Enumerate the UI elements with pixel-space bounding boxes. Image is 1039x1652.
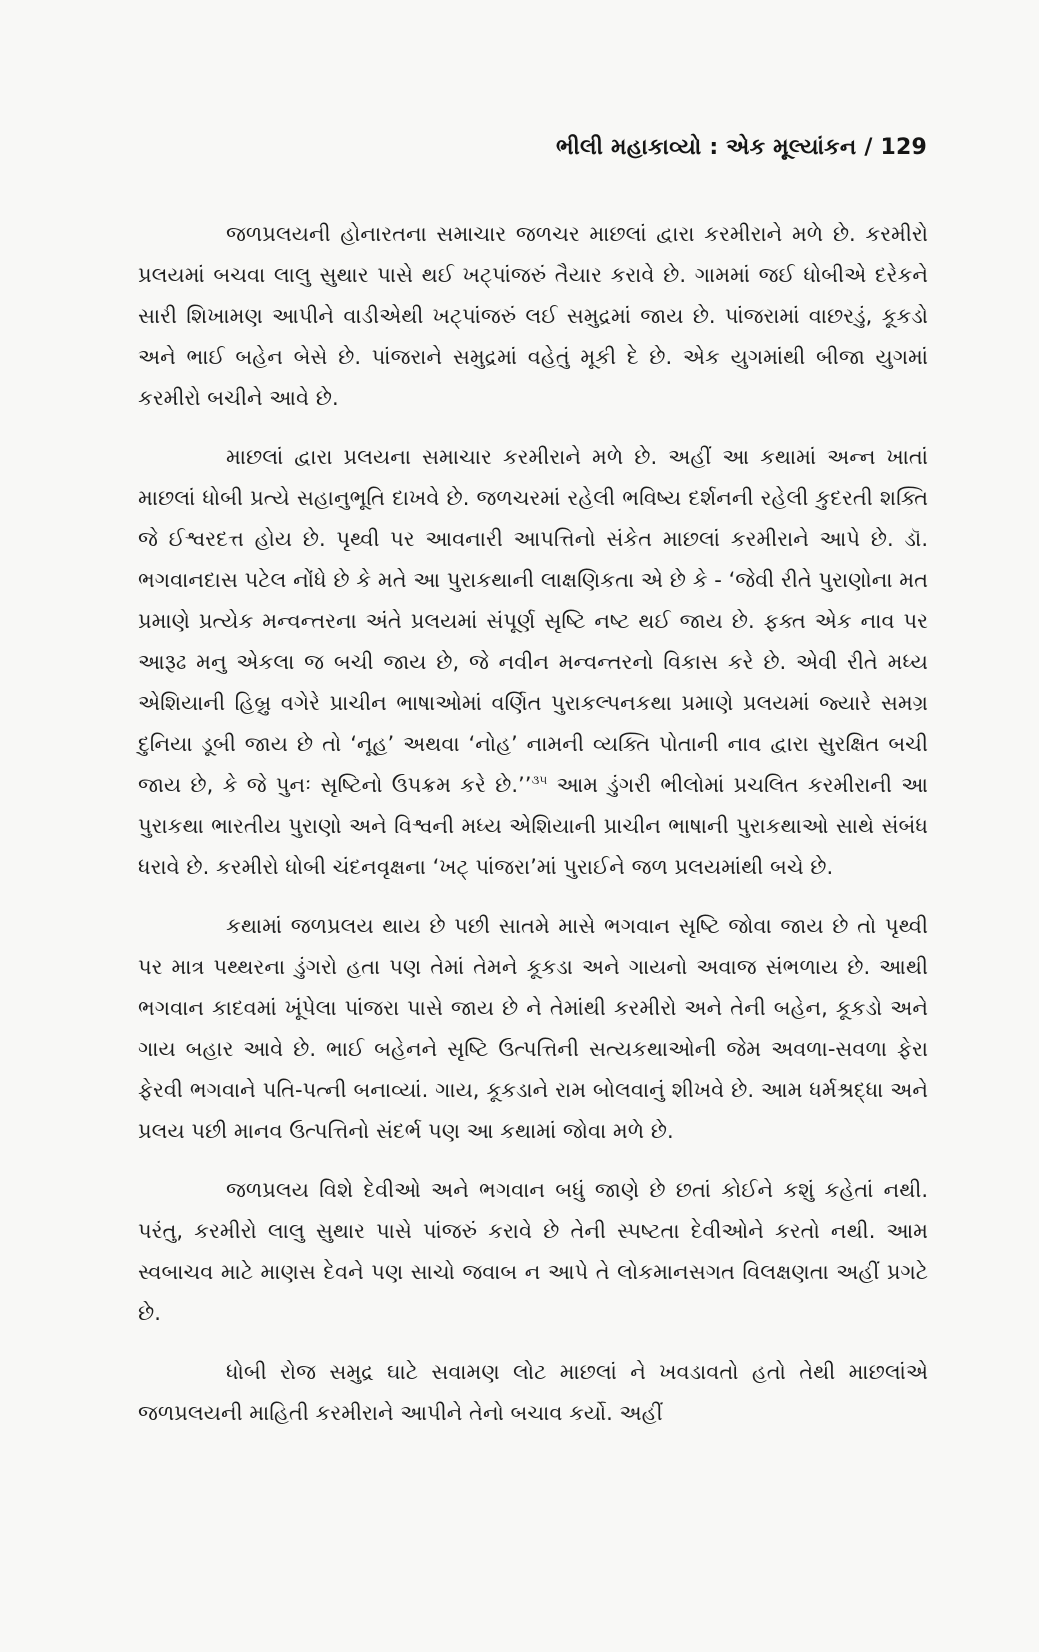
- paragraph-3: [138, 906, 928, 1152]
- header-separator: /: [856, 135, 881, 160]
- page-body: [138, 214, 928, 1434]
- footnote-marker: ૩૫: [531, 773, 548, 787]
- paragraph-4: [138, 1170, 928, 1334]
- running-title: ભીલી મહાકાવ્યો : એક મૂલ્યાંકન: [555, 135, 857, 160]
- paragraph-1: [138, 214, 928, 419]
- paragraph-text: જળપ્રલયની હોનારતના સમાચાર જળચર માછલાં દ્વારા કરમીરાને મળે છે. કરમીરો પ્રલયમાં બચવા લાલુ સુથાર પાસે થઈ ખટ્પાંજરું તૈયાર કરાવે છે. ગામમાં જઈ ધોબીએ દરેકને સારી શિખામણ આપીને વાડીએથી ખટ્પાંજરું લઈ સમુદ્રમાં જાય છે. પાંજરામાં વાછરડું, કૂકડો અને ભાઈ બહેન બેસે છે. પાંજરાને સમુદ્રમાં વહેતું મૂકી દે છે. એક યુગમાંથી બીજા યુગમાં કરમીરો બચીને આવે છે.: [138, 222, 928, 410]
- paragraph-text: ધોબી રોજ સમુદ્ર ઘાટે સવામણ લોટ માછલાં ને ખવડાવતો હતો તેથી માછલાંએ જળપ્રલયની માહિતી કરમીરાને આપીને તેનો બચાવ કર્યો. અહીં: [138, 1360, 928, 1425]
- paragraph-text: જળપ્રલય વિશે દેવીઓ અને ભગવાન બધું જાણે છે છતાં કોઈને કશું કહેતાં નથી. પરંતુ, કરમીરો લાલુ સુથાર પાસે પાંજરું કરાવે છે તેની સ્પષ્ટતા દેવીઓને કરતો નથી. આમ સ્વબાચવ માટે માણસ દેવને પણ સાચો જવાબ ન આપે તે લોકમાનસગત વિલક્ષણતા અહીં પ્રગટે છે.: [138, 1178, 928, 1325]
- paragraph-2: [138, 437, 928, 888]
- paragraph-text: કથામાં જળપ્રલય થાય છે પછી સાતમે માસે ભગવાન સૃષ્ટિ જોવા જાય છે તો પૃથ્વી પર માત્ર પથ્થરના ડુંગરો હતા પણ તેમાં તેમને કૂકડા અને ગાયનો અવાજ સંભળાય છે. આથી ભગવાન કાદવમાં ખૂંપેલા પાંજરા પાસે જાય છે ને તેમાંથી કરમીરો અને તેની બહેન, કૂકડો અને ગાય બહાર આવે છે. ભાઈ બહેનને સૃષ્ટિ ઉત્પત્તિની સત્યકથાઓની જેમ અવળા-સવળા ફેરા ફેરવી ભગવાને પતિ-પત્ની બનાવ્યાં. ગાય, કૂકડાને રામ બોલવાનું શીખવે છે. આમ ધર્મશ્રદ્ધા અને પ્રલય પછી માનવ ઉત્પત્તિનો સંદર્ભ પણ આ કથામાં જોવા મળે છે.: [138, 914, 928, 1143]
- paragraph-text-continued: આમ ડુંગરી ભીલોમાં પ્રચલિત કરમીરાની આ પુરાકથા ભારતીય પુરાણો અને વિશ્વની મધ્ય એશિયાની પ્રાચીન ભાષાની પુરાકથાઓ સાથે સંબંધ ધરાવે છે. કરમીરો ધોબી ચંદનવૃક્ષના ‘ખટ્ પાંજરા’માં પુરાઈને જળ પ્રલયમાંથી બચે છે.: [138, 773, 928, 879]
- page-number: 129: [880, 135, 927, 160]
- paragraph-5: [138, 1352, 928, 1434]
- running-header: [138, 135, 927, 160]
- paragraph-text: માછલાં દ્વારા પ્રલયના સમાચાર કરમીરાને મળે છે. અહીં આ કથામાં અન્ન ખાતાં માછલાં ધોબી પ્રત્યે સહાનુભૂતિ દાખવે છે. જળચરમાં રહેલી ભવિષ્ય દર્શનની રહેલી કુદરતી શક્તિ જે ઈશ્વરદત્ત હોય છે. પૃથ્વી પર આવનારી આપત્તિનો સંકેત માછલાં કરમીરાને આપે છે. ડૉ. ભગવાનદાસ પટેલ નોંધે છે કે મતે આ પુરાકથાની લાક્ષણિકતા એ છે કે - ‘જેવી રીતે પુરાણોના મત પ્રમાણે પ્રત્યેક મન્વન્તરના અંતે પ્રલયમાં સંપૂર્ણ સૃષ્ટિ નષ્ટ થઈ જાય છે. ફક્ત એક નાવ પર આરૂઢ મનુ એકલા જ બચી જાય છે, જે નવીન મન્વન્તરનો વિકાસ કરે છે. એવી રીતે મધ્ય એશિયાની હિબ્રુ વગેરે પ્રાચીન ભાષાઓમાં વર્ણિત પુરાકલ્પનકથા પ્રમાણે પ્રલયમાં જ્યારે સમગ્ર દુનિયા ડૂબી જાય છે તો ‘નૂહ’ અથવા ‘નોહ’ નામની વ્યક્તિ પોતાની નાવ દ્વારા સુરક્ષિત બચી જાય છે, કે જે પુનઃ સૃષ્ટિનો ઉપક્રમ કરે છે.’’: [138, 445, 928, 797]
